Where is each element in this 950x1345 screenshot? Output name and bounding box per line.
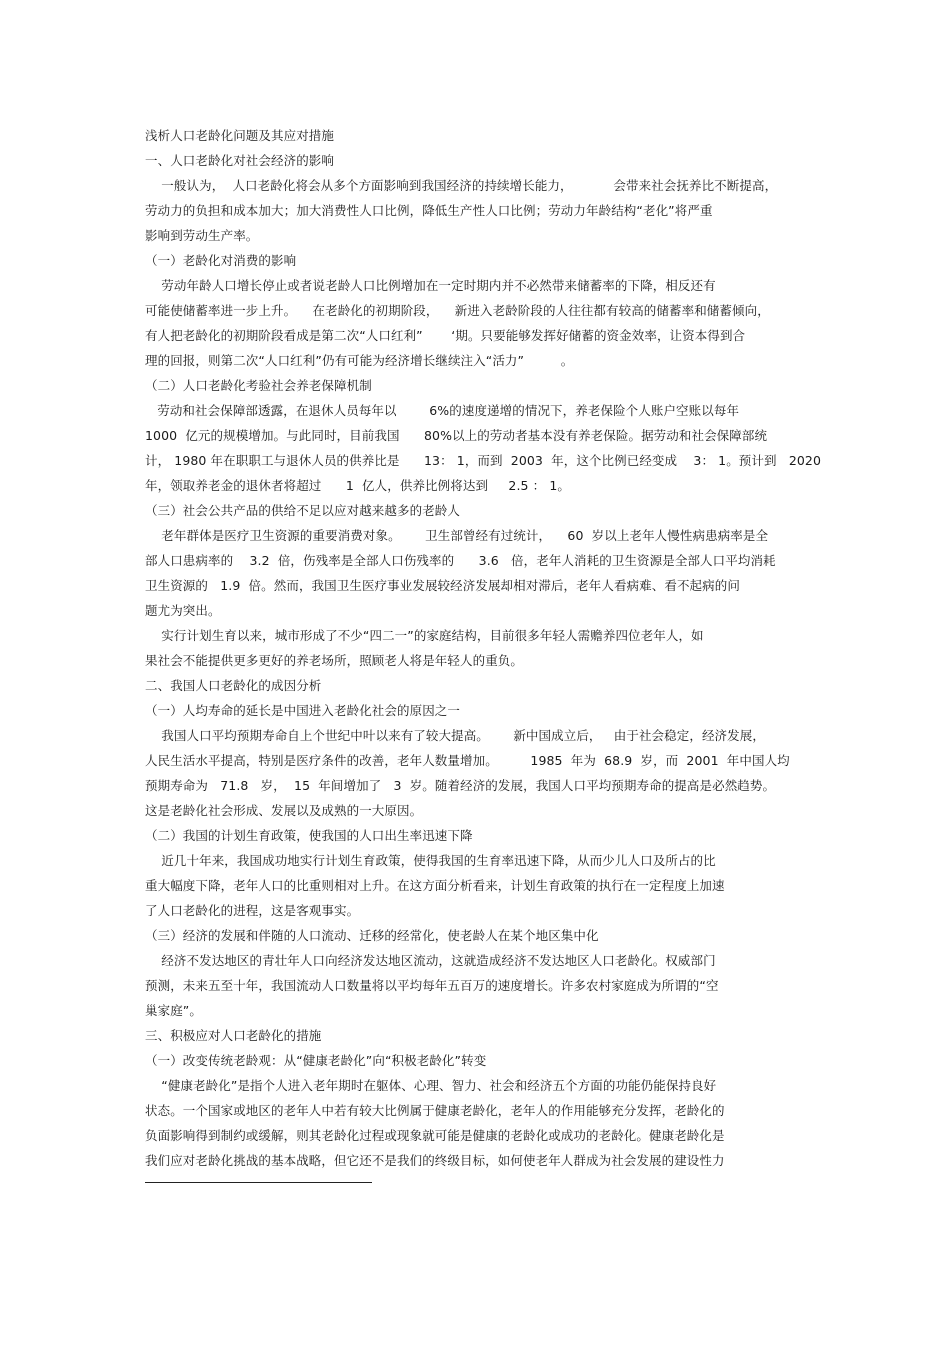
text-line: （三）经济的发展和伴随的人口流动、迁移的经常化，使老龄人在某个地区集中化 xyxy=(145,928,599,943)
text-line: “健康老龄化”是指个人进入老年期时在躯体、心理、智力、社会和经济五个方面的功能仍能保持良好 xyxy=(145,1078,717,1093)
text-line: 理的回报，则第二次“人口红利”仍有可能为经济增长继续注入“活力” 。 xyxy=(145,353,574,368)
text-line: 劳动和社会保障部透露，在退休人员每年以 6%的速度递增的情况下，养老保险个人账户空账以每年 xyxy=(145,403,740,418)
footnote-divider xyxy=(145,1182,372,1183)
text-line: （二）我国的计划生育政策，使我国的人口出生率迅速下降 xyxy=(145,828,473,843)
text-line: （三）社会公共产品的供给不足以应对越来越多的老龄人 xyxy=(145,503,461,518)
text-line: 三、积极应对人口老龄化的措施 xyxy=(145,1028,322,1043)
text-line: 巢家庭”。 xyxy=(145,1003,202,1018)
text-line: 部人口患病率的 3.2 倍，伤残率是全部人口伤残率的 3.6 倍，老年人消耗的卫生资源是全部人口平均消耗 xyxy=(145,553,776,568)
text-line: 负面影响得到制约或缓解，则其老龄化过程或现象就可能是健康的老龄化或成功的老龄化。健康老龄化是 xyxy=(145,1128,725,1143)
text-line: 劳动年龄人口增长停止或者说老龄人口比例增加在一定时期内并不必然带来储蓄率的下降，相反还有 xyxy=(145,278,716,293)
text-line: 实行计划生育以来，城市形成了不少“四二一”的家庭结构，目前很多年轻人需赡养四位老年人，如 xyxy=(145,628,704,643)
text-line: 人民生活水平提高，特别是医疗条件的改善，老年人数量增加。 1985 年为 68.9 岁，而 2001 年中国人均 xyxy=(145,753,790,768)
text-line: 我们应对老龄化挑战的基本战略，但它还不是我们的终级目标，如何使老年人群成为社会发展的建设性力 xyxy=(145,1153,725,1168)
text-line: 劳动力的负担和成本加大；加大消费性人口比例，降低生产性人口比例；劳动力年龄结构“老化”将严重 xyxy=(145,203,713,218)
text-line: 了人口老龄化的进程，这是客观事实。 xyxy=(145,903,360,918)
text-line: 二、我国人口老龄化的成因分析 xyxy=(145,678,322,693)
text-line: 这是老龄化社会形成、发展以及成熟的一大原因。 xyxy=(145,803,423,818)
text-line: （一）改变传统老龄观：从“健康老龄化”向“积极老龄化”转变 xyxy=(145,1053,487,1068)
text-line: 题尤为突出。 xyxy=(145,603,221,618)
text-line: 有人把老龄化的初期阶段看成是第二次“人口红利” ‘期。只要能够发挥好储蓄的资金效率，让资本得到合 xyxy=(145,328,746,343)
text-line: 一般认为， 人口老龄化将会从多个方面影响到我国经济的持续增长能力， 会带来社会抚养比不断提高， xyxy=(145,178,778,193)
text-line: 近几十年来，我国成功地实行计划生育政策，使得我国的生育率迅速下降，从而少儿人口及所占的比 xyxy=(145,853,716,868)
text-line: 老年群体是医疗卫生资源的重要消费对象。 卫生部曾经有过统计， 60 岁以上老年人慢性病患病率是全 xyxy=(145,528,769,543)
text-line: 卫生资源的 1.9 倍。然而，我国卫生医疗事业发展较经济发展却相对滞后，老年人看病难、看不起病的问 xyxy=(145,578,740,593)
text-line: 重大幅度下降，老年人口的比重则相对上升。在这方面分析看来，计划生育政策的执行在一定程度上加速 xyxy=(145,878,725,893)
text-line: 预测，未来五至十年，我国流动人口数量将以平均每年五百万的速度增长。许多农村家庭成为所谓的“空 xyxy=(145,978,719,993)
text-line: 可能使储蓄率进一步上升。 在老龄化的初期阶段， 新进入老龄阶段的人往往都有较高的储蓄率和储蓄倾向， xyxy=(145,303,770,318)
text-line: 果社会不能提供更多更好的养老场所，照顾老人将是年轻人的重负。 xyxy=(145,653,524,668)
text-line: 我国人口平均预期寿命自上个世纪中叶以来有了较大提高。 新中国成立后， 由于社会稳定，经济发展， xyxy=(145,728,765,743)
text-line: （一）人均寿命的延长是中国进入老龄化社会的原因之一 xyxy=(145,703,461,718)
text-line: 状态。一个国家或地区的老年人中若有较大比例属于健康老龄化，老年人的作用能够充分发挥，老龄化的 xyxy=(145,1103,725,1118)
text-line: 一、人口老龄化对社会经济的影响 xyxy=(145,153,335,168)
text-line: （一）老龄化对消费的影响 xyxy=(145,253,297,268)
text-line: 年，领取养老金的退休者将超过 1 亿人，供养比例将达到 2.5 ： 1。 xyxy=(145,478,570,493)
text-line: （二）人口老龄化考验社会养老保障机制 xyxy=(145,378,372,393)
text-line: 影响到劳动生产率。 xyxy=(145,228,259,243)
text-line: 计， 1980 年在职职工与退休人员的供养比是 13： 1，而到 2003 年，这个比例已经变成 3： 1。预计到 2020 xyxy=(145,453,822,468)
text-line: 经济不发达地区的青壮年人口向经济发达地区流动，这就造成经济不发达地区人口老龄化。权威部门 xyxy=(145,953,716,968)
text-line: 浅析人口老龄化问题及其应对措施 xyxy=(145,128,335,143)
text-line: 预期寿命为 71.8 岁， 15 年间增加了 3 岁。随着经济的发展，我国人口平均预期寿命的提高是必然趋势。 xyxy=(145,778,776,793)
text-line: 1000 亿元的规模增加。与此同时，目前我国 80%以上的劳动者基本没有养老保险。据劳动和社会保障部统 xyxy=(145,428,768,443)
